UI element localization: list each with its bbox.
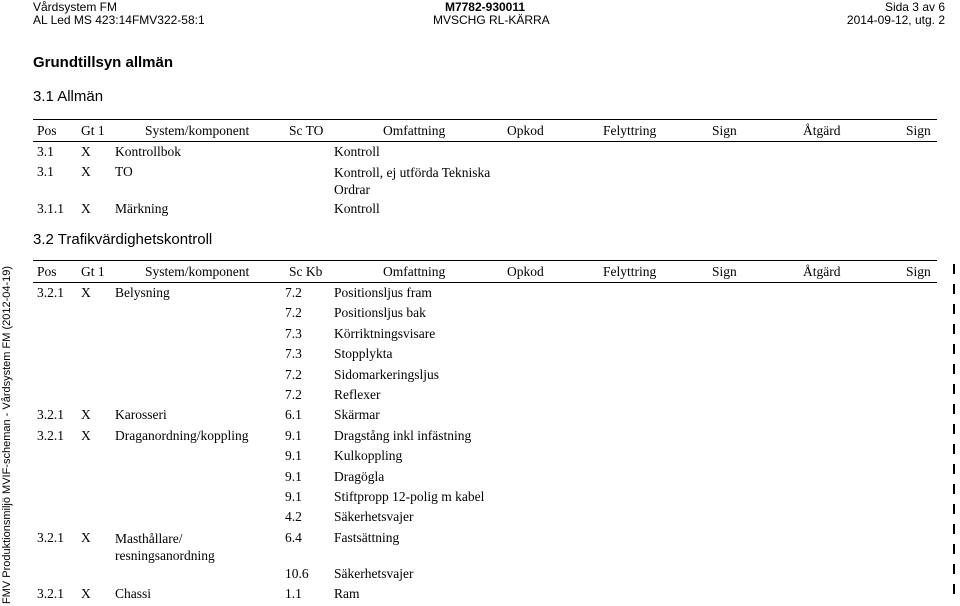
change-bar	[953, 544, 955, 554]
change-bar	[953, 524, 955, 534]
cell-omfattning: Dragstång inkl infästning	[334, 427, 472, 443]
table-row	[33, 285, 937, 305]
table-row	[33, 326, 937, 346]
header-felyttring: Felyttring	[603, 264, 657, 279]
header-gt: Gt 1	[81, 264, 105, 279]
cell-omfattning: Stiftpropp 12-polig m kabel	[334, 488, 485, 504]
change-bar	[953, 484, 955, 494]
change-bar	[953, 304, 955, 314]
header-omfattning: Omfattning	[383, 123, 446, 138]
table-row	[33, 305, 937, 325]
cell-omfattning: Säkerhetsvajer	[334, 565, 414, 581]
cell-sc: 6.4	[285, 529, 302, 545]
cell-sc: 7.2	[285, 305, 302, 321]
cell-omfattning: Reflexer	[334, 386, 381, 402]
cell-omfattning: Kontroll, ej utförda Tekniska Ordrar	[334, 165, 491, 197]
change-bars	[953, 264, 957, 604]
header-sign: Sign	[712, 123, 737, 138]
cell-omfattning: Positionsljus fram	[334, 285, 432, 300]
page-title: Grundtillsyn allmän	[33, 54, 174, 71]
header-atgard: Åtgärd	[803, 123, 841, 138]
header-sc: Sc Kb	[289, 264, 323, 279]
header-left	[33, 1, 205, 27]
change-bar	[953, 264, 955, 274]
change-bar	[953, 424, 955, 434]
cell-gt: X	[81, 144, 91, 159]
cell-pos: 3.2.1	[37, 427, 64, 443]
header-felyttring: Felyttring	[603, 123, 657, 138]
header-sign-2: Sign	[906, 264, 931, 279]
cell-omfattning: Säkerhetsvajer	[334, 509, 414, 525]
cell-omfattning: Stopplykta	[334, 346, 393, 362]
cell-omfattning: Sidomarkeringsljus	[334, 366, 439, 382]
cell-pos: 3.1.1	[37, 201, 64, 216]
cell-sc: 7.3	[285, 346, 302, 362]
document-number: M7782-930011	[444, 0, 526, 14]
change-bar	[953, 364, 955, 374]
header-sign: Sign	[712, 264, 737, 279]
change-bar	[953, 504, 955, 514]
change-bar	[953, 324, 955, 334]
cell-system: Chassi	[115, 586, 152, 602]
table-header	[33, 260, 937, 283]
cell-pos: 3.1	[37, 164, 54, 179]
cell-sc: 7.2	[285, 386, 302, 402]
change-bar	[953, 384, 955, 394]
change-bar	[953, 344, 955, 354]
header-sign-2: Sign	[906, 123, 931, 138]
system-name: Vårdsystem FM	[33, 0, 118, 14]
change-bar	[953, 584, 955, 594]
cell-omfattning: Kontroll	[334, 201, 380, 216]
cell-omfattning: Körriktningsvisare	[334, 325, 436, 341]
section2-body	[33, 285, 937, 606]
cell-omfattning: Dragögla	[334, 468, 385, 484]
cell-sc: 9.1	[285, 468, 302, 484]
table-header	[33, 119, 937, 142]
table-row	[33, 407, 937, 427]
document-reference: AL Led MS 423:14FMV322-58:1	[33, 13, 205, 27]
table-row	[33, 469, 937, 489]
header-right	[847, 1, 945, 27]
cell-gt: X	[81, 285, 91, 300]
cell-omfattning: Kontroll	[334, 144, 380, 159]
section1-table	[33, 119, 937, 221]
header-center	[433, 0, 550, 27]
cell-sc: 9.1	[285, 488, 302, 504]
cell-system: Belysning	[115, 285, 170, 300]
side-production-note: FMV Produktionsmiljö MVIF-scheman - Vårdsystem FM (2012-04-19)	[1, 265, 13, 604]
cell-system: Karosseri	[115, 407, 167, 423]
cell-system: TO	[115, 164, 133, 179]
section1-title: 3.1 Allmän	[33, 88, 104, 105]
table-row	[33, 566, 937, 586]
cell-gt: X	[81, 427, 91, 443]
table-row	[33, 367, 937, 387]
equipment-name: MVSCHG RL-KÄRRA	[433, 13, 550, 27]
change-bar	[953, 564, 955, 574]
table-row	[33, 489, 937, 509]
header-system: System/komponent	[145, 123, 250, 138]
table-row	[33, 346, 937, 366]
change-bar	[953, 404, 955, 414]
cell-sc: 7.2	[285, 285, 302, 300]
section2-table	[33, 260, 937, 606]
header-pos: Pos	[37, 264, 57, 279]
header-sc: Sc TO	[289, 123, 324, 138]
cell-system: Kontrollbok	[115, 144, 181, 159]
cell-gt: X	[81, 201, 91, 216]
section2-title: 3.2 Trafikvärdighetskontroll	[33, 231, 213, 248]
table-row	[33, 387, 937, 407]
cell-sc: 7.3	[285, 325, 302, 341]
table-row	[33, 448, 937, 468]
cell-gt: X	[81, 164, 91, 179]
issue-date: 2014-09-12, utg. 2	[846, 13, 945, 27]
cell-sc: 9.1	[285, 448, 302, 464]
header-opkod: Opkod	[507, 264, 544, 279]
cell-omfattning: Skärmar	[334, 407, 380, 423]
table-row	[33, 428, 937, 448]
header-pos: Pos	[37, 123, 57, 138]
table-row	[33, 586, 937, 606]
table-row	[33, 509, 937, 529]
header-omfattning: Omfattning	[383, 264, 446, 279]
cell-omfattning: Fastsättning	[334, 529, 400, 545]
cell-omfattning: Kulkoppling	[334, 448, 403, 464]
header-system: System/komponent	[145, 264, 250, 279]
cell-omfattning: Ram	[334, 586, 360, 602]
cell-system: Masthållare/ resningsanordning	[115, 530, 215, 563]
change-bar	[953, 444, 955, 454]
cell-sc: 9.1	[285, 427, 302, 443]
cell-pos: 3.1	[37, 144, 54, 159]
cell-omfattning: Positionsljus bak	[334, 305, 426, 321]
cell-pos: 3.2.1	[37, 586, 64, 602]
cell-pos: 3.2.1	[37, 529, 64, 545]
cell-sc: 10.6	[285, 565, 309, 581]
cell-sc: 6.1	[285, 407, 302, 423]
cell-system: Draganordning/koppling	[115, 427, 249, 443]
change-bar	[953, 284, 955, 294]
table-row	[33, 530, 937, 566]
cell-pos: 3.2.1	[37, 285, 64, 300]
table-row	[33, 201, 937, 221]
cell-sc: 1.1	[285, 586, 302, 602]
change-bar	[953, 464, 955, 474]
cell-gt: X	[81, 586, 91, 602]
cell-sc: 7.2	[285, 366, 302, 382]
table-row	[33, 144, 937, 164]
table-row	[33, 164, 937, 201]
cell-sc: 4.2	[285, 509, 302, 525]
header-gt: Gt 1	[81, 123, 105, 138]
header-opkod: Opkod	[507, 123, 544, 138]
header-atgard: Åtgärd	[803, 264, 841, 279]
cell-gt: X	[81, 407, 91, 423]
cell-system: Märkning	[115, 201, 169, 216]
page-number: Sida 3 av 6	[884, 0, 945, 14]
cell-gt: X	[81, 529, 91, 545]
cell-pos: 3.2.1	[37, 407, 64, 423]
